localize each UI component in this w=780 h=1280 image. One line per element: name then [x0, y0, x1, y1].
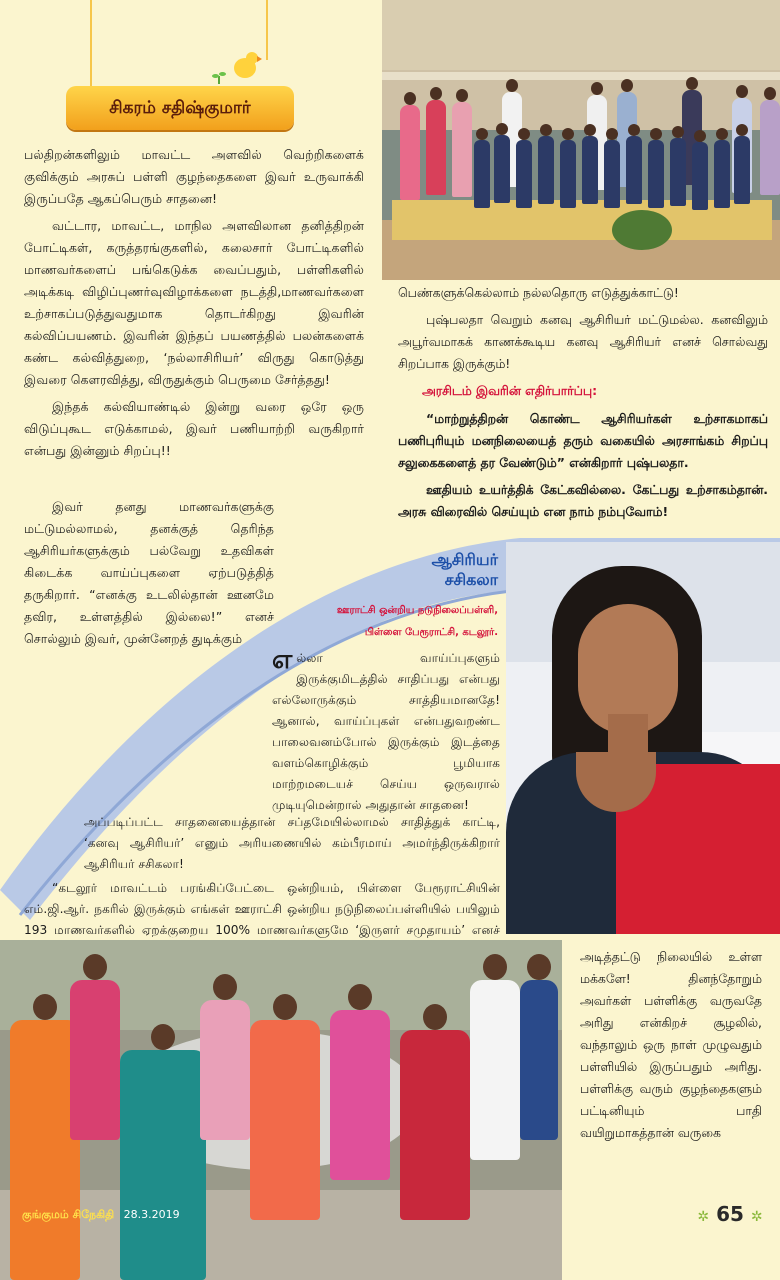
paragraph: இவர் தனது மாணவர்களுக்கு மட்டுமல்லாமல், தனக்குத் தெரிந்த ஆசிரியர்களுக்கும் பல்வேறு உதவிகள் கிடைக்க வாய்ப்புகளை ஏற்படுத்தித் தருகிறார். “எனக்கு உடலில்தான் ஊனமே தவிர, உள்ளத்தில் இல்லை!” எனச் சொல்லும் இவர், முன்னேறத் துடிக்கும் [24, 499, 274, 646]
profile-school [270, 600, 498, 644]
teacher-portrait-photo [506, 542, 780, 934]
dropcap: எ [272, 645, 293, 675]
paragraph: அடித்தட்டு நிலையில் உள்ள மக்களே! தினந்தோறும் அவர்கள் பள்ளிக்கு வருவதே அரிது என்கிறச் சூழலில், வந்தாலும் ஒரு நாள் முழுவதும் பள்ளியில் இருப்பதும் அரிது. பள்ளிக்கு வரும் குழந்தைகளும் பட்டினியும் பாதி வயிறுமாகத்தான் வருகை [580, 949, 762, 1140]
paragraph: பெண்களுக்கெல்லாம் நல்லதொரு எடுத்துக்காட்டு! [398, 285, 679, 300]
right-column [398, 282, 768, 528]
author-name: சிகரம் சதிஷ்குமார் [109, 98, 251, 118]
issue-date: 28.3.2019 [123, 1208, 180, 1221]
chick-icon [230, 52, 260, 80]
paragraph: புஷ்பலதா வெறும் கனவு ஆசிரியர் மட்டுமல்ல. கனவிலும் அபூர்வமாகக் காணக்கூடிய கனவு ஆசிரியர் எனச் சொல்வது சிறப்பாக இருக்கும்! [398, 312, 768, 371]
school-line1: ஊராட்சி ஒன்றிய நடுநிலைப்பள்ளி, [336, 605, 498, 616]
author-title-banner [66, 86, 294, 130]
article-body [272, 645, 500, 816]
paragraph: “கடலூர் மாவட்டம் பரங்கிப்பேட்டை ஒன்றியம், பிள்ளை பேரூராட்சியின் எம்.ஜி.ஆர். நகரில் இருக்கும் எங்கள் ஊராட்சி ஒன்றிய நடுநிலைப்பள்ளியில் பயிலும் 193 மாணவர்களில் ஏறக்குறைய 100% மாணவர்களுமே ‘இருளர் சமுதாயம்’ எனச் [24, 881, 500, 937]
profile-title [386, 550, 498, 590]
paragraph: பல்திறன்களிலும் மாவட்ட அளவில் வெற்றிகளைக் குவிக்கும் அரசுப் பள்ளி குழந்தைகளை இவர் உருவாக்கி இருப்பதே ஆகப்பெரும் சாதனை! [24, 147, 364, 206]
profile-title-line2: சசிகலா [444, 570, 498, 589]
paragraph: வட்டார, மாவட்ட, மாநில அளவிலான தனித்திறன் போட்டிகள், கருத்தரங்குகளில், கலைசார் போட்டிகளில் மாணவர்களைப் பங்கெடுக்க வைப்பதும், பள்ளிகளில் அடிக்கடி விழிப்புணர்வுவிழாக்களை நடத்தி,மாணவர்களை உற்சாகப்படுத்துவதுமாக தொடர்கிறது இவரின் கல்விப்பயணம். இவரின் இந்தப் பயணத்தில் பலன்களைக் கண்ட கல்வித்துறை, ‘நல்லாசிரியர்’ விருது கொடுத்து இவரை கௌரவித்து, விருதுக்கும் பெருமை சேர்த்தது! [24, 218, 364, 387]
paragraph: இந்தக் கல்வியாண்டில் இன்று வரை ஒரே ஒரு விடுப்புகூட எடுக்காமல், இவர் பணியாற்றி வருகிறார் என்பது இன்னும் சிறப்பு!! [24, 399, 364, 458]
left-column [24, 144, 364, 467]
scouts-group-photo [382, 0, 780, 280]
footer-credit [22, 1208, 180, 1223]
bottom-right-column [580, 946, 762, 1149]
subheading: அரசிடம் இவரின் எதிர்பார்ப்பு: [422, 383, 598, 398]
profile-title-line1: ஆசிரியர் [431, 550, 498, 569]
magazine-name: குங்குமம் சிநேகிதி [22, 1208, 115, 1221]
school-line2: பிள்ளை பேரூராட்சி, கடலூர். [364, 627, 498, 638]
star-icon: ✲ [697, 1209, 710, 1225]
paragraph: ஊதியம் உயர்த்திக் கேட்கவில்லை. கேட்பது உற்சாகம்தான். அரசு விரைவில் செய்யும் என நாம் நம்புவோம்! [398, 482, 768, 519]
children-festival-photo [0, 940, 562, 1280]
star-icon: ✲ [750, 1209, 763, 1225]
quote: “மாற்றுத்திறன் கொண்ட ஆசிரியர்கள் உற்சாகமாகப் பணிபுரியும் மனநிலையைத் தரும் வகையில் அரசாங்கம் சிறப்பு சலுகைகளைத் தர வேண்டும்” என்கிறார் புஷ்பலதா. [398, 411, 768, 470]
paragraph: ல்லா வாய்ப்புகளும் இருக்குமிடத்தில் சாதிப்பது என்பது எல்லோருக்கும் சாத்தியமானதே! ஆனால், வாய்ப்புகள் என்பதுவறண்ட பாலைவனம்போல் இருக்கும் இடத்தை வளம்கொழிக்கும் பூமியாக மாற்றமடையச் செய்ய ஒருவரால் முடியுமென்றால் அதுதான் சாதனை! [272, 651, 500, 812]
paragraph: அப்படிப்பட்ட சாதனையைத்தான் சப்தமேயில்லாமல் சாதித்துக் காட்டி, ‘கனவு ஆசிரியர்’ எனும் அரியணையில் கம்பீரமாய் அமர்ந்திருக்கிறார் ஆசிரியர் சசிகலா! [84, 815, 500, 871]
sprout-icon [212, 72, 226, 84]
page-number [690, 1202, 770, 1226]
page-number-value: 65 [716, 1202, 744, 1226]
